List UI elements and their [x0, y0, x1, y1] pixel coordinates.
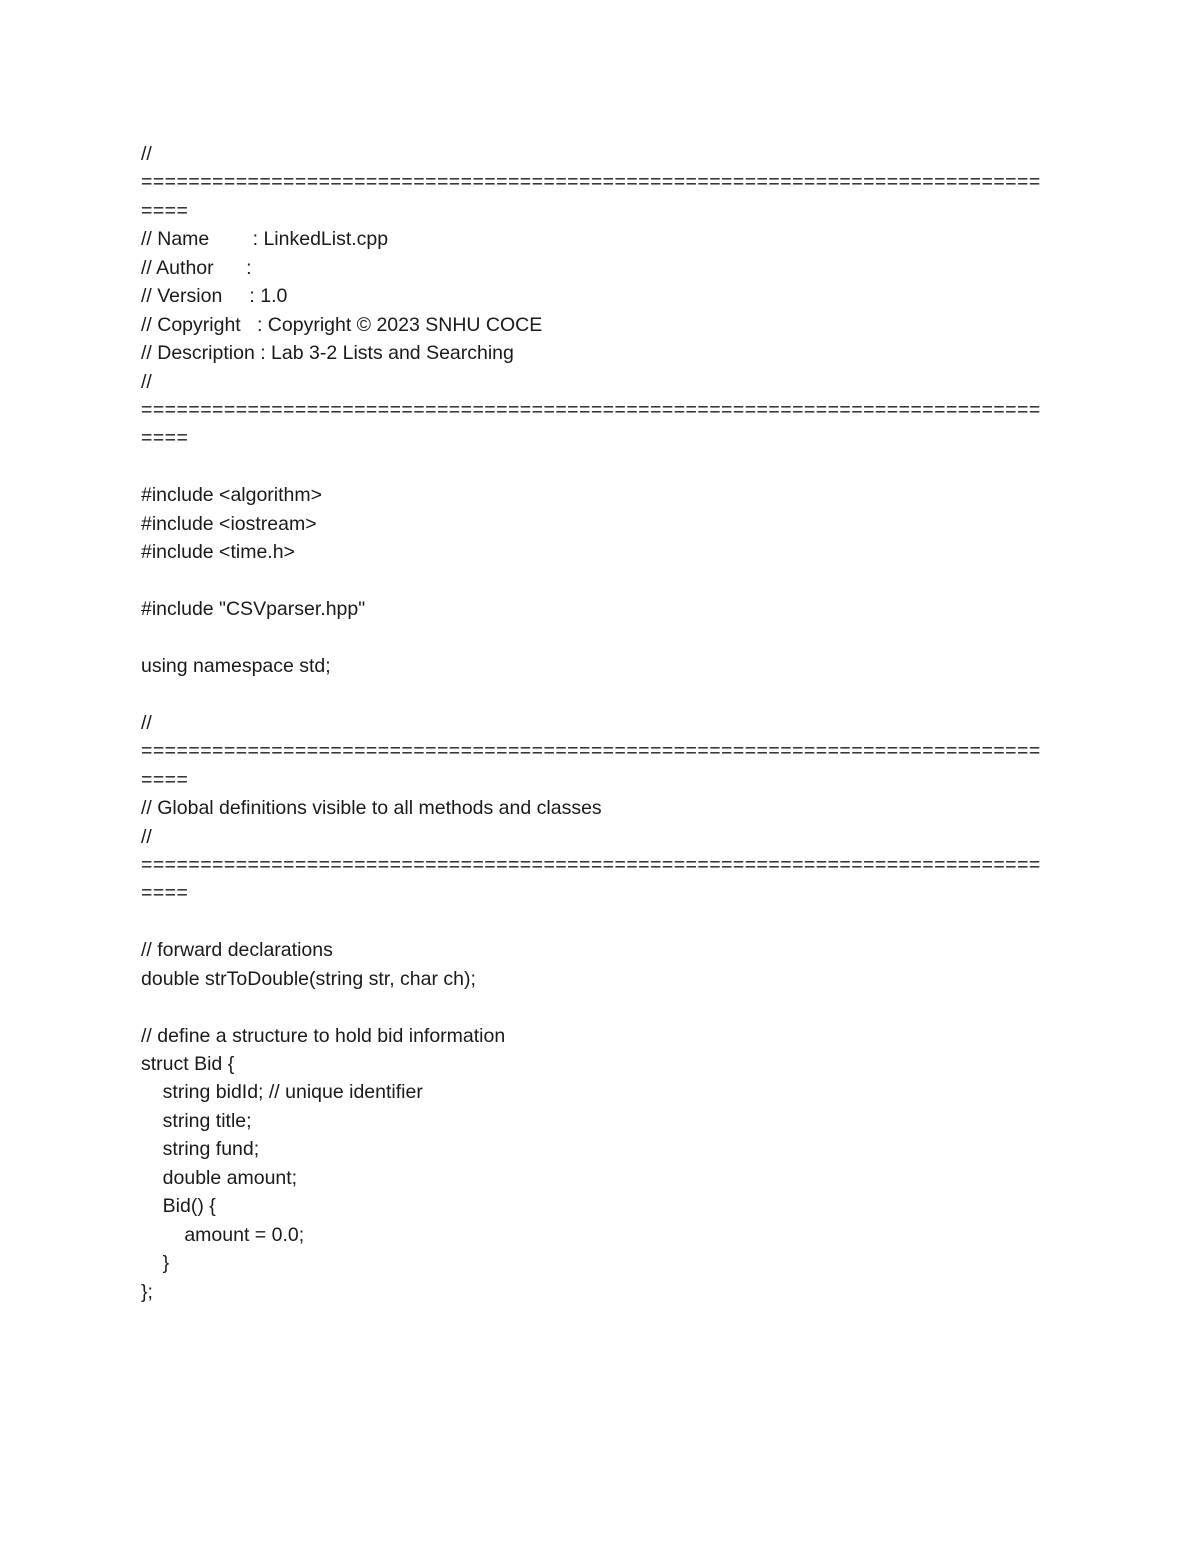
- struct-member-line: double amount;: [141, 1166, 298, 1189]
- struct-member-line: string fund;: [141, 1138, 260, 1161]
- struct-member-line: string bidId; // unique identifier: [141, 1081, 423, 1104]
- comment-line: // define a structure to hold bid information: [141, 1024, 506, 1047]
- comment-line: // forward declarations: [141, 939, 333, 962]
- function-declaration-line: double strToDouble(string str, char ch);: [141, 967, 476, 990]
- divider-line: ============================================================================: [141, 171, 1041, 194]
- include-line: #include "CSVparser.hpp": [141, 598, 366, 620]
- divider-line: ============================================================================: [141, 853, 1041, 876]
- header-copyright-line: // Copyright : Copyright © 2023 SNHU COCE: [141, 313, 543, 336]
- code-line: //: [141, 370, 152, 393]
- code-line: //: [141, 143, 152, 165]
- include-line: #include <algorithm>: [141, 484, 323, 507]
- blank-line: [141, 567, 1061, 595]
- blank-line: [141, 993, 1061, 1021]
- blank-line: [141, 680, 1061, 708]
- code-line: //: [141, 711, 152, 734]
- divider-line: ============================================================================: [141, 740, 1041, 763]
- code-listing: [141, 140, 1061, 1306]
- divider-line: ====: [141, 882, 189, 905]
- divider-line: ====: [141, 768, 189, 791]
- divider-line: ====: [141, 199, 189, 222]
- closing-brace-line: }: [141, 1252, 170, 1275]
- header-version-line: // Version : 1.0: [141, 285, 288, 308]
- closing-brace-line: };: [141, 1280, 153, 1303]
- comment-line: // Global definitions visible to all methods and classes: [141, 797, 602, 820]
- header-name-line: // Name : LinkedList.cpp: [141, 228, 389, 251]
- constructor-line: Bid() {: [141, 1195, 216, 1218]
- constructor-body-line: amount = 0.0;: [141, 1223, 305, 1246]
- divider-line: ====: [141, 427, 189, 450]
- include-line: #include <iostream>: [141, 512, 317, 535]
- include-line: #include <time.h>: [141, 541, 295, 564]
- blank-line: [141, 453, 1061, 481]
- blank-line: [141, 623, 1061, 651]
- code-line: //: [141, 825, 152, 848]
- struct-member-line: string title;: [141, 1109, 252, 1132]
- header-author-line: // Author :: [141, 256, 252, 279]
- divider-line: ============================================================================: [141, 398, 1041, 421]
- blank-line: [141, 908, 1061, 936]
- using-namespace-line: using namespace std;: [141, 654, 331, 677]
- header-description-line: // Description : Lab 3-2 Lists and Searching: [141, 342, 514, 365]
- struct-line: struct Bid {: [141, 1053, 235, 1075]
